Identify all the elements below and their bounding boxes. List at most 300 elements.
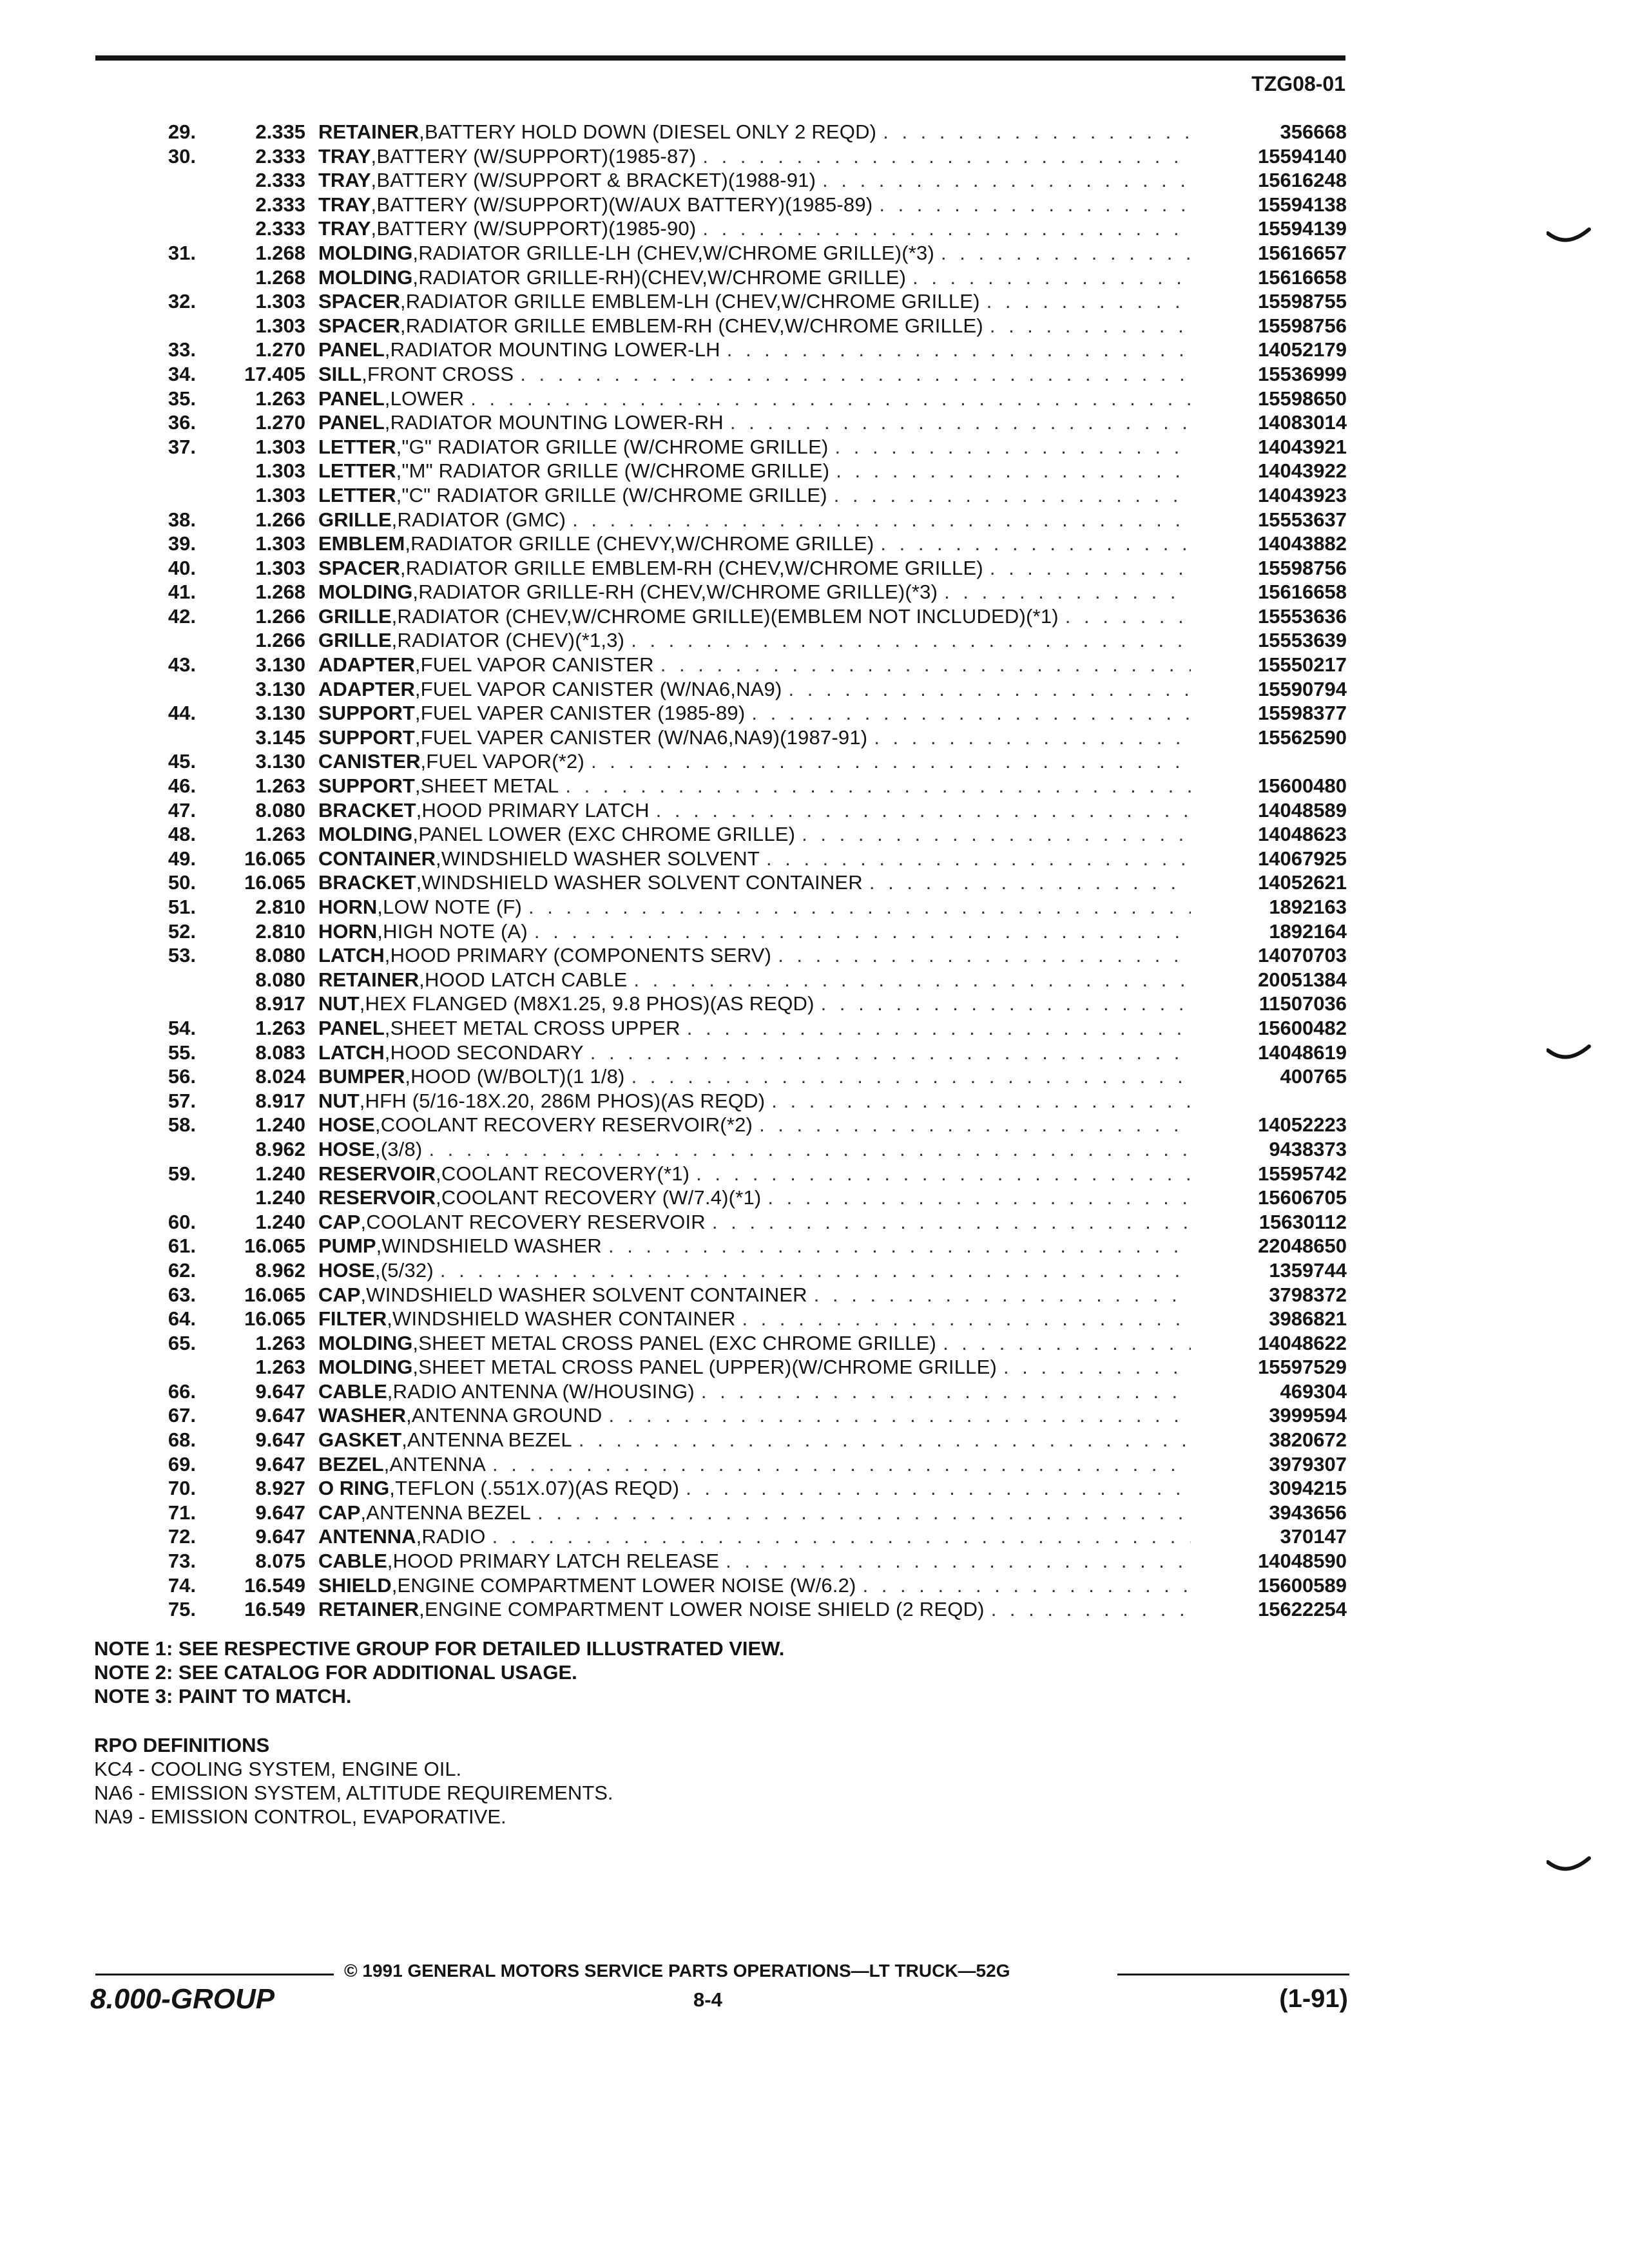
item-number: 41.: [168, 581, 196, 604]
part-name: RETAINER: [318, 120, 419, 143]
part-name: PUMP: [318, 1235, 376, 1258]
part-spec: HEX FLANGED (M8X1.25, 9.8 PHOS)(AS REQD): [365, 992, 815, 1015]
item-number: 62.: [168, 1258, 196, 1282]
document-code: TZG08-01: [1251, 72, 1345, 95]
parts-row: [90, 387, 1347, 411]
part-number: 15594138: [1258, 193, 1347, 216]
item-number: 68.: [168, 1428, 196, 1452]
dot-leader: [872, 193, 1191, 217]
group-number: 1.303: [255, 459, 305, 483]
separator: ,: [384, 338, 390, 361]
part-description: [318, 1452, 1191, 1477]
part-number: 15616248: [1258, 169, 1347, 192]
dot-leader: [1059, 604, 1191, 629]
part-name: SUPPORT: [318, 726, 415, 749]
rpo-na9: NA9 - EMISSION CONTROL, EVAPORATIVE.: [94, 1805, 506, 1828]
parts-row: [90, 1573, 1347, 1598]
part-number: 14070703: [1258, 944, 1347, 967]
group-number: 1.268: [255, 265, 305, 289]
group-number: 1.263: [255, 1016, 305, 1039]
item-number: 32.: [168, 290, 196, 313]
separator: ,: [396, 459, 402, 483]
item-number: 46.: [168, 774, 196, 798]
item-number: 39.: [168, 532, 196, 555]
part-number: 15598755: [1258, 290, 1347, 313]
part-spec: HOOD PRIMARY LATCH RELEASE: [392, 1550, 720, 1573]
part-name: CABLE: [318, 1550, 387, 1573]
part-name: MOLDING: [318, 241, 413, 264]
group-number: 3.130: [255, 702, 305, 725]
part-number: 1892163: [1269, 896, 1347, 918]
group-number: 1.268: [255, 581, 305, 604]
group-number: 8.080: [255, 968, 305, 991]
part-number: 14083014: [1258, 411, 1347, 434]
part-spec: RADIATOR GRILLE-RH)(CHEV,W/CHROME GRILLE): [418, 265, 907, 289]
parts-row: [90, 483, 1347, 508]
dot-leader: [486, 1524, 1191, 1549]
part-name: CANISTER: [318, 750, 421, 773]
part-description: [318, 1186, 1191, 1210]
part-name: BEZEL: [318, 1452, 384, 1475]
dot-leader: [522, 895, 1191, 919]
part-description: [318, 677, 1191, 702]
parts-row: [90, 895, 1347, 919]
part-name: HOSE: [318, 1113, 375, 1137]
group-number: 2.333: [255, 144, 305, 168]
part-name: LETTER: [318, 459, 396, 483]
part-description: [318, 1210, 1191, 1235]
part-spec: RADIATOR GRILLE (CHEVY,W/CHROME GRILLE): [410, 532, 874, 555]
parts-row: [90, 1234, 1347, 1258]
part-spec: ANTENNA BEZEL: [366, 1501, 532, 1524]
part-description: [318, 1379, 1191, 1404]
dot-leader: [934, 241, 1191, 265]
dot-leader: [985, 1597, 1191, 1622]
part-spec: LOW NOTE (F): [383, 896, 523, 918]
parts-row: [90, 580, 1347, 604]
part-name: ADAPTER: [318, 677, 415, 700]
part-spec: SHEET METAL CROSS UPPER: [390, 1016, 680, 1039]
group-number: 9.647: [255, 1428, 305, 1452]
part-spec: WINDSHIELD WASHER SOLVENT CONTAINER: [366, 1283, 807, 1306]
part-number: 9438373: [1269, 1137, 1347, 1160]
part-spec: RADIATOR GRILLE-RH (CHEV,W/CHROME GRILLE)(*3): [418, 581, 938, 604]
item-number: 57.: [168, 1089, 196, 1112]
part-spec: RADIO ANTENNA (W/HOUSING): [392, 1379, 695, 1403]
dot-leader: [689, 1162, 1191, 1186]
part-description: [318, 870, 1191, 895]
dot-leader: [856, 1573, 1191, 1598]
separator: ,: [414, 702, 421, 725]
item-number: 67.: [168, 1404, 196, 1427]
parts-row: [90, 992, 1347, 1016]
part-description: [318, 556, 1191, 581]
check-mark-icon: [1547, 1856, 1592, 1875]
copyright-notice: © 1991 GENERAL MOTORS SERVICE PARTS OPERATIONS—LT TRUCK—52G: [344, 1961, 1010, 1981]
part-spec: SHEET METAL CROSS PANEL (EXC CHROME GRILLE): [418, 1331, 937, 1354]
separator: ,: [371, 193, 377, 216]
part-description: [318, 338, 1191, 362]
item-number: 63.: [168, 1283, 196, 1306]
dot-leader: [695, 1379, 1191, 1404]
separator: ,: [371, 217, 377, 240]
dot-leader: [938, 580, 1191, 604]
part-name: MOLDING: [318, 265, 413, 289]
dot-leader: [753, 1113, 1191, 1137]
part-spec: RADIATOR MOUNTING LOWER-LH: [390, 338, 720, 361]
part-name: BRACKET: [318, 871, 416, 894]
part-spec: "C" RADIATOR GRILLE (W/CHROME GRILLE): [401, 483, 827, 506]
part-number: 356668: [1280, 120, 1347, 143]
part-spec: HIGH NOTE (A): [383, 919, 528, 943]
separator: ,: [359, 992, 365, 1015]
part-spec: WINDSHIELD WASHER SOLVENT: [441, 847, 760, 870]
part-number: 14052179: [1258, 338, 1347, 361]
group-number: 16.065: [244, 1235, 305, 1258]
part-description: [318, 1307, 1191, 1331]
dot-leader: [735, 1307, 1191, 1331]
group-number: 1.266: [255, 508, 305, 531]
part-spec: RADIATOR GRILLE EMBLEM-LH (CHEV,W/CHROME GRILLE): [405, 290, 980, 313]
part-name: EMBLEM: [318, 532, 405, 555]
parts-row: [90, 628, 1347, 653]
group-number: 1.303: [255, 290, 305, 313]
part-description: [318, 749, 1191, 774]
note-1: NOTE 1: SEE RESPECTIVE GROUP FOR DETAILED ILLUSTRATED VIEW.: [94, 1637, 785, 1660]
parts-row: [90, 1403, 1347, 1428]
group-label: 8.000-GROUP: [90, 1983, 275, 2015]
part-description: [318, 1137, 1191, 1162]
parts-row: [90, 216, 1347, 241]
dot-leader: [771, 943, 1191, 968]
group-number: 1.263: [255, 1331, 305, 1354]
group-number: 1.240: [255, 1186, 305, 1209]
dot-leader: [807, 1283, 1191, 1307]
separator: ,: [412, 265, 419, 289]
dot-leader: [816, 168, 1191, 193]
part-description: [318, 1234, 1191, 1258]
part-spec: "G" RADIATOR GRILLE (W/CHROME GRILLE): [401, 435, 829, 458]
parts-row: [90, 410, 1347, 435]
part-spec: ENGINE COMPARTMENT LOWER NOISE (W/6.2): [397, 1573, 856, 1597]
part-name: CAP: [318, 1501, 361, 1524]
part-name: TRAY: [318, 144, 371, 168]
parts-row: [90, 1210, 1347, 1235]
parts-row: [90, 1016, 1347, 1041]
part-description: [318, 435, 1191, 459]
part-spec: RADIATOR (CHEV,W/CHROME GRILLE)(EMBLEM NOT INCLUDED)(*1): [397, 604, 1059, 628]
part-spec: BATTERY (W/SUPPORT)(1985-90): [376, 217, 697, 240]
part-name: GRILLE: [318, 508, 392, 531]
separator: ,: [436, 1162, 441, 1185]
item-number: 40.: [168, 556, 196, 579]
item-number: 74.: [168, 1573, 196, 1597]
group-number: 16.065: [244, 871, 305, 894]
part-description: [318, 847, 1191, 871]
parts-row: [90, 653, 1347, 677]
group-number: 8.024: [255, 1065, 305, 1088]
part-number: 3798372: [1269, 1283, 1347, 1306]
part-name: PANEL: [318, 1016, 385, 1039]
parts-row: [90, 1501, 1347, 1525]
part-name: TRAY: [318, 217, 371, 240]
separator: ,: [383, 1452, 390, 1475]
item-number: 33.: [168, 338, 196, 361]
part-spec: HOOD LATCH CABLE: [424, 968, 628, 991]
part-number: 15597529: [1258, 1356, 1347, 1379]
parts-row: [90, 1476, 1347, 1501]
part-description: [318, 1089, 1191, 1113]
part-description: [318, 193, 1191, 217]
group-number: 8.927: [255, 1477, 305, 1500]
part-name: CONTAINER: [318, 847, 436, 870]
item-number: 56.: [168, 1065, 196, 1088]
part-name: RESERVOIR: [318, 1186, 436, 1209]
part-description: [318, 1283, 1191, 1307]
part-name: LETTER: [318, 435, 396, 458]
item-number: 66.: [168, 1379, 196, 1403]
dot-leader: [863, 870, 1191, 895]
item-number: 54.: [168, 1016, 196, 1039]
part-spec: ANTENNA: [389, 1452, 486, 1475]
dot-leader: [906, 265, 1191, 290]
part-description: [318, 774, 1191, 798]
part-name: MOLDING: [318, 823, 413, 846]
group-number: 16.549: [244, 1573, 305, 1597]
part-number: 3979307: [1269, 1452, 1347, 1475]
separator: ,: [360, 1283, 367, 1306]
part-name: HORN: [318, 896, 378, 918]
dot-leader: [679, 1476, 1191, 1501]
part-name: PANEL: [318, 387, 385, 410]
parts-row: [90, 289, 1347, 314]
separator: ,: [414, 726, 421, 749]
part-number: 14048622: [1258, 1331, 1347, 1354]
separator: ,: [405, 532, 411, 555]
parts-row: [90, 1162, 1347, 1186]
part-name: LATCH: [318, 944, 385, 967]
parts-row: [90, 1113, 1347, 1137]
part-name: PANEL: [318, 338, 385, 361]
part-description: [318, 822, 1191, 847]
part-name: CABLE: [318, 1379, 387, 1403]
part-number: 14048623: [1258, 823, 1347, 846]
item-number: 30.: [168, 144, 196, 168]
part-name: RETAINER: [318, 968, 419, 991]
part-description: [318, 314, 1191, 338]
part-spec: PANEL LOWER (EXC CHROME GRILLE): [418, 823, 796, 846]
dot-leader: [724, 410, 1191, 435]
dot-leader: [625, 1064, 1191, 1089]
part-number: 15616658: [1258, 265, 1347, 289]
part-number: 3999594: [1269, 1404, 1347, 1427]
dot-leader: [829, 459, 1191, 483]
part-number: 15598377: [1258, 702, 1347, 725]
part-name: BRACKET: [318, 798, 416, 822]
dot-leader: [650, 798, 1191, 823]
separator: ,: [384, 1016, 390, 1039]
part-number: 15590794: [1258, 677, 1347, 700]
part-number: 14043922: [1258, 459, 1347, 483]
part-spec: BATTERY (W/SUPPORT)(W/AUX BATTERY)(1985-89): [376, 193, 873, 216]
rpo-definitions: [94, 1733, 613, 1829]
group-number: 1.270: [255, 411, 305, 434]
revision-date: (1-91): [1279, 1984, 1348, 2013]
part-number: 15600482: [1258, 1016, 1347, 1039]
parts-row: [90, 774, 1347, 798]
part-name: LATCH: [318, 1041, 385, 1064]
item-number: 47.: [168, 798, 196, 822]
parts-row: [90, 822, 1347, 847]
separator: ,: [391, 629, 398, 652]
page-number: 8-4: [693, 1988, 722, 2011]
part-number: 15595742: [1258, 1162, 1347, 1185]
part-number: 14052621: [1258, 871, 1347, 894]
part-number: 15606705: [1258, 1186, 1347, 1209]
parts-row: [90, 1597, 1347, 1622]
dot-leader: [980, 289, 1191, 314]
part-number: 15600589: [1258, 1573, 1347, 1597]
part-name: SPACER: [318, 556, 400, 579]
part-description: [318, 1162, 1191, 1186]
part-number: 15550217: [1258, 653, 1347, 677]
part-description: [318, 1064, 1191, 1089]
separator: ,: [416, 871, 422, 894]
group-number: 3.130: [255, 750, 305, 773]
separator: ,: [419, 968, 425, 991]
separator: ,: [387, 1379, 393, 1403]
part-name: CAP: [318, 1210, 361, 1233]
parts-row: [90, 701, 1347, 726]
dot-leader: [782, 677, 1191, 702]
part-name: ADAPTER: [318, 653, 415, 677]
dot-leader: [602, 1234, 1191, 1258]
group-number: 2.335: [255, 120, 305, 143]
parts-row: [90, 1137, 1347, 1162]
item-number: 60.: [168, 1210, 196, 1233]
parts-row: [90, 362, 1347, 387]
separator: ,: [371, 144, 377, 168]
part-description: [318, 580, 1191, 604]
part-number: 15600480: [1258, 774, 1347, 798]
separator: ,: [384, 387, 390, 410]
part-spec: COOLANT RECOVERY RESERVOIR: [366, 1210, 706, 1233]
part-spec: RADIATOR GRILLE EMBLEM-RH (CHEV,W/CHROME GRILLE): [405, 556, 983, 579]
dot-leader: [761, 1186, 1191, 1210]
part-description: [318, 532, 1191, 556]
part-spec: SHEET METAL: [420, 774, 559, 798]
part-number: 15536999: [1258, 362, 1347, 385]
part-description: [318, 1549, 1191, 1573]
part-number: 14043882: [1258, 532, 1347, 555]
part-description: [318, 1355, 1191, 1379]
separator: ,: [376, 1235, 382, 1258]
item-number: 72.: [168, 1525, 196, 1548]
parts-row: [90, 120, 1347, 144]
note-2: NOTE 2: SEE CATALOG FOR ADDITIONAL USAGE.: [94, 1661, 577, 1684]
part-spec: HOOD (W/BOLT)(1 1/8): [410, 1065, 625, 1088]
group-number: 1.303: [255, 556, 305, 579]
part-spec: BATTERY (W/SUPPORT)(1985-87): [376, 144, 697, 168]
parts-row: [90, 241, 1347, 265]
rpo-na6: NA6 - EMISSION SYSTEM, ALTITUDE REQUIREMENTS.: [94, 1782, 613, 1804]
separator: ,: [359, 1089, 365, 1112]
group-number: 9.647: [255, 1501, 305, 1524]
parts-row: [90, 508, 1347, 532]
separator: ,: [360, 1210, 367, 1233]
part-spec: HOOD PRIMARY (COMPONENTS SERV): [390, 944, 772, 967]
part-spec: TEFLON (.551X.07)(AS REQD): [395, 1477, 680, 1500]
part-number: 14048619: [1258, 1041, 1347, 1064]
part-description: [318, 895, 1191, 919]
part-name: MOLDING: [318, 581, 413, 604]
group-number: 1.263: [255, 387, 305, 410]
part-name: SPACER: [318, 314, 400, 337]
part-number: 20051384: [1258, 968, 1347, 991]
separator: ,: [412, 1331, 419, 1354]
dot-leader: [706, 1210, 1191, 1235]
item-number: 42.: [168, 604, 196, 628]
part-description: [318, 628, 1191, 653]
dot-leader: [566, 508, 1191, 532]
group-number: 9.647: [255, 1452, 305, 1475]
part-name: SUPPORT: [318, 702, 415, 725]
separator: ,: [374, 1113, 381, 1137]
separator: ,: [400, 314, 406, 337]
part-description: [318, 168, 1191, 193]
group-number: 1.303: [255, 435, 305, 458]
dot-leader: [602, 1403, 1191, 1428]
part-spec: RADIO: [421, 1525, 486, 1548]
group-number: 3.130: [255, 677, 305, 700]
part-number: 15594140: [1258, 144, 1347, 168]
parts-row: [90, 604, 1347, 629]
part-name: PANEL: [318, 411, 385, 434]
group-number: 1.268: [255, 241, 305, 264]
item-number: 43.: [168, 653, 196, 677]
parts-row: [90, 168, 1347, 193]
item-number: 35.: [168, 387, 196, 410]
part-name: RETAINER: [318, 1598, 419, 1621]
separator: ,: [412, 581, 419, 604]
part-name: TRAY: [318, 169, 371, 192]
part-description: [318, 508, 1191, 532]
separator: ,: [374, 1137, 381, 1160]
part-spec: HOOD SECONDARY: [390, 1041, 584, 1064]
part-description: [318, 1597, 1191, 1622]
item-number: 51.: [168, 896, 196, 918]
part-spec: (5/32): [380, 1258, 434, 1282]
item-number: 31.: [168, 241, 196, 264]
parts-row: [90, 265, 1347, 290]
dot-leader: [827, 483, 1191, 508]
group-number: 16.065: [244, 1307, 305, 1331]
part-description: [318, 1428, 1191, 1452]
check-mark-icon: [1547, 1044, 1592, 1063]
dot-leader: [815, 992, 1191, 1016]
part-description: [318, 216, 1191, 241]
part-spec: WINDSHIELD WASHER: [381, 1235, 602, 1258]
group-number: 3.130: [255, 653, 305, 677]
part-number: 15598756: [1258, 556, 1347, 579]
separator: ,: [416, 798, 422, 822]
part-name: HORN: [318, 919, 378, 943]
dot-leader: [422, 1137, 1191, 1162]
separator: ,: [361, 362, 367, 385]
part-number: 14067925: [1258, 847, 1347, 870]
dot-leader: [624, 628, 1191, 653]
part-spec: ENGINE COMPARTMENT LOWER NOISE SHIELD (2 REQD): [424, 1598, 985, 1621]
